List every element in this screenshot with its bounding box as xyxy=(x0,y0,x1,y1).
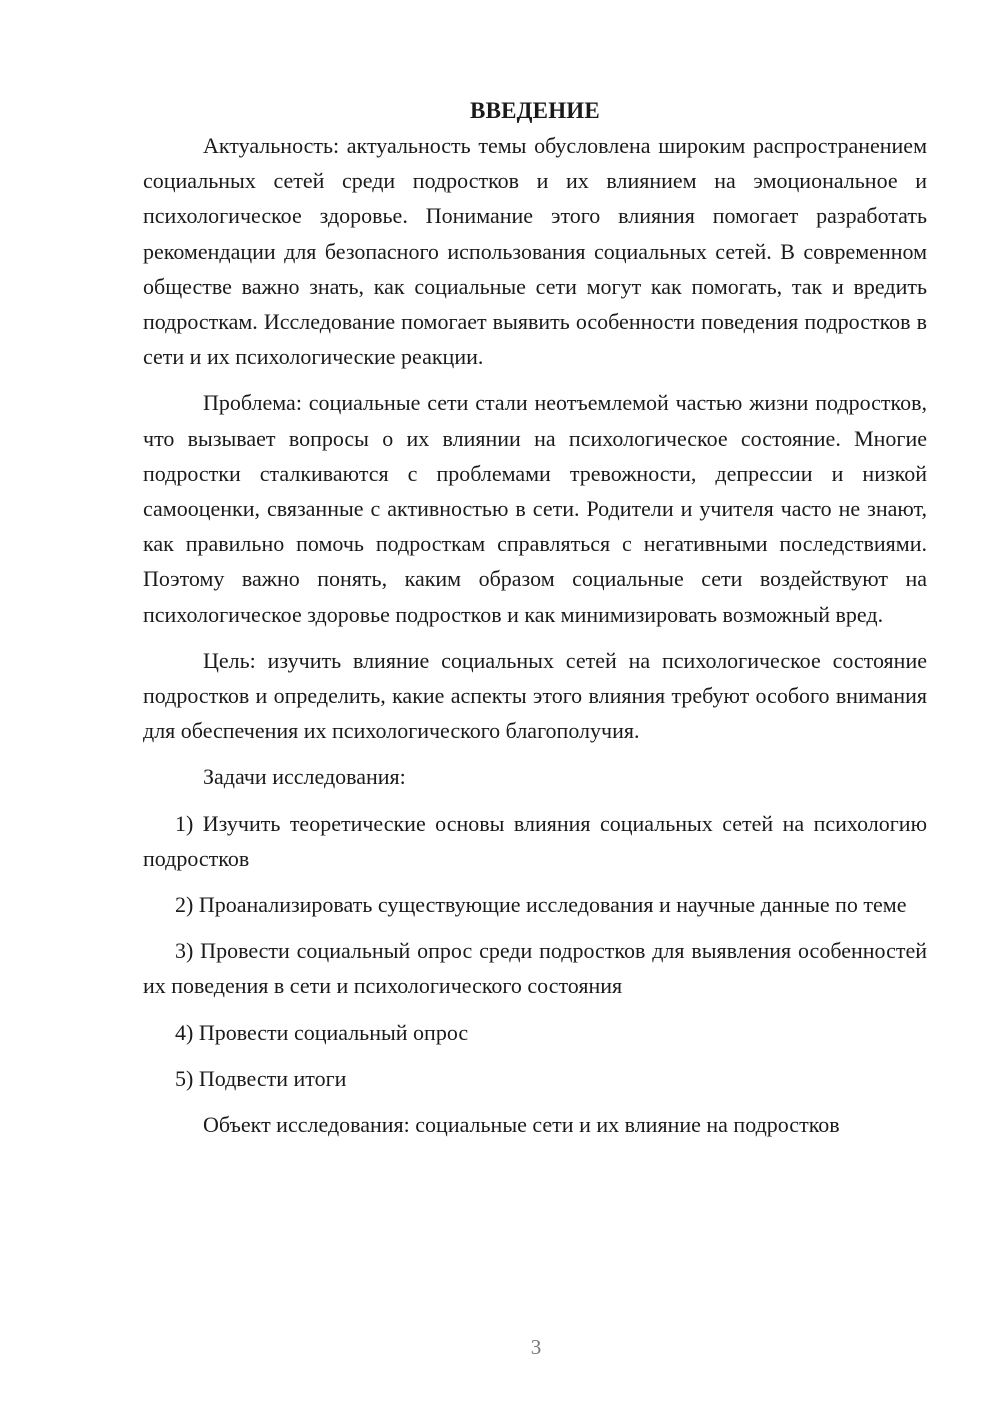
list-item-task-1: 1) Изучить теоретические основы влияния социальных сетей на психологию подростков xyxy=(143,810,927,871)
paragraph-goal: Цель: изучить влияние социальных сетей на психологическое состояние подростков и определить, какие аспекты этого влияния требуют особого внимания для обеспечения их психологического благополучия. xyxy=(143,647,927,744)
page-number: 3 xyxy=(530,1335,542,1359)
page-content xyxy=(143,93,927,1142)
list-item-task-5: 5) Подвести итоги xyxy=(175,1065,347,1091)
paragraph-relevance: Актуальность: актуальность темы обусловлена широким распространением социальных сетей среди подростков и их влиянием на эмоциональное и психологическое здоровье. Понимание этого влияния помогает разработать рекомендации для безопасного использования социальных сетей. В современном обществе важно знать, как социальные сети могут как помогать, так и вредить подросткам. Исследование помогает выявить особенности поведения подростков в сети и их психологические реакции. xyxy=(143,133,927,370)
list-item-task-3: 3) Провести социальный опрос среди подростков для выявления особенностей их поведения в сети и психологического состояния xyxy=(143,938,927,999)
paragraph-problem: Проблема: социальные сети стали неотъемлемой частью жизни подростков, что вызывает вопросы о их влиянии на психологическое состояние. Многие подростки сталкиваются с проблемами тревожности, депрессии и низкой самооценки, связанные с активностью в сети. Родители и учителя часто не знают, как правильно помочь подросткам справляться с негативными последствиями. Поэтому важно понять, каким образом социальные сети воздействуют на психологическое здоровье подростков и как минимизировать возможный вред. xyxy=(143,390,927,627)
tasks-title: Задачи исследования: xyxy=(203,764,406,790)
list-item-task-4: 4) Провести социальный опрос xyxy=(175,1019,469,1045)
section-heading: ВВЕДЕНИЕ xyxy=(470,98,600,123)
paragraph-object: Объект исследования: социальные сети и их влияние на подростков xyxy=(203,1112,840,1138)
list-item-task-2: 2) Проанализировать существующие исследования и научные данные по теме xyxy=(175,892,907,918)
